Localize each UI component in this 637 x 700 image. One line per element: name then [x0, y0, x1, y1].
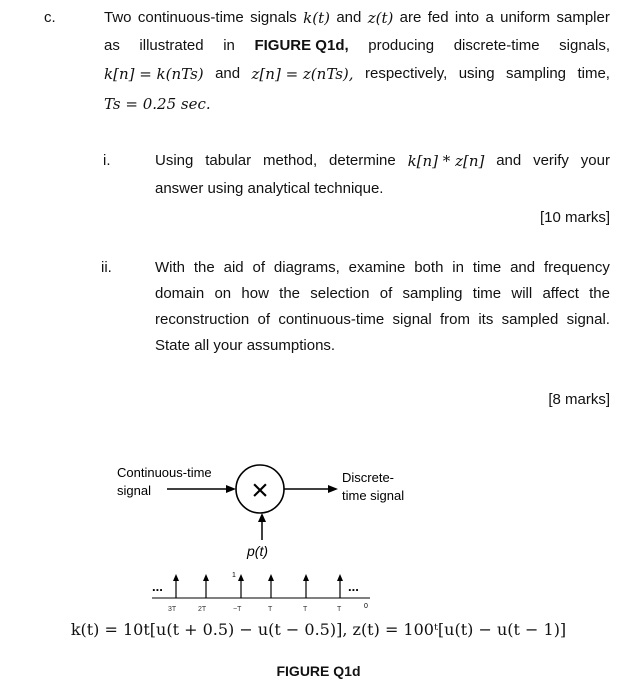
signal-equation: k(t) = 10t[u(t + 0.5) − u(t − 0.5)], z(t) = 100ᵗ[u(t) − u(t − 1)]	[70, 620, 567, 639]
input-label-2: signal	[117, 483, 151, 498]
word: will	[511, 285, 533, 302]
word: signal.	[566, 311, 610, 328]
word: method,	[262, 152, 318, 169]
word: verify	[533, 152, 569, 169]
question-line-1	[104, 4, 610, 32]
impulse-2	[203, 574, 209, 598]
part-ii-line-2	[155, 280, 610, 308]
word: determine	[329, 152, 396, 169]
word: a	[485, 9, 494, 26]
word: are	[399, 9, 422, 26]
word: sampled	[501, 311, 559, 328]
word: Two	[104, 9, 132, 26]
word: from	[440, 311, 471, 328]
word: tabular	[205, 152, 252, 169]
word: continuous-time	[278, 311, 385, 328]
word: sampler	[556, 9, 610, 26]
word: respectively,	[365, 65, 448, 82]
word: reconstruction	[155, 311, 250, 328]
part-ii-marks: [8 marks]	[548, 391, 610, 408]
tick-label-1: 3T	[168, 606, 177, 613]
question-line-3	[104, 60, 610, 88]
word: the	[589, 285, 610, 302]
word: frequency	[543, 259, 610, 276]
word: z(t)	[367, 9, 394, 27]
word: and	[336, 9, 362, 26]
word: uniform	[500, 9, 551, 26]
word: time	[472, 285, 502, 302]
impulse-3	[238, 574, 244, 598]
impulse-origin-label: 0	[364, 603, 368, 610]
word: producing	[368, 37, 435, 54]
word: of	[252, 259, 266, 276]
word: time	[472, 259, 502, 276]
word: time,	[577, 65, 610, 82]
word: and	[496, 152, 522, 169]
word: diagrams,	[273, 259, 340, 276]
input-arrow-head	[226, 485, 236, 493]
part-i-label: i.	[103, 152, 111, 169]
word: and	[510, 259, 536, 276]
word: using	[458, 65, 495, 82]
impulse-1	[173, 574, 179, 598]
tick-label-3: −T	[233, 606, 242, 613]
word: Using	[155, 152, 194, 169]
word: sampling	[402, 285, 463, 302]
impulse-peak-label: 1	[232, 572, 236, 579]
word: into	[454, 9, 480, 26]
impulse-tick-labels	[168, 606, 342, 613]
word: FIGURE Q1d,	[254, 37, 349, 54]
word: its	[478, 311, 494, 328]
word: continuous-time	[137, 9, 244, 26]
word: of	[257, 311, 271, 328]
word: in	[223, 37, 235, 54]
word: and	[215, 65, 241, 82]
pulse-arrow-head	[258, 513, 266, 522]
word: k(t)	[303, 9, 330, 27]
word: as	[104, 37, 120, 54]
output-arrow-head	[328, 485, 338, 493]
impulse-5	[303, 574, 309, 598]
word: the	[193, 259, 215, 276]
part-ii-line-4: State all your assumptions.	[155, 337, 336, 354]
word: z[n] = z(nTs),	[251, 65, 354, 83]
word: sampling	[506, 65, 567, 82]
word: fed	[427, 9, 449, 26]
part-ii-line-1	[155, 254, 610, 282]
output-label-2: time signal	[342, 488, 405, 503]
word: k[n] * z[n]	[407, 152, 485, 170]
impulse-dots-right: ...	[348, 579, 359, 594]
part-i-line-2: answer using analytical technique.	[155, 180, 384, 197]
part-ii-label: ii.	[101, 259, 112, 276]
part-ii-line-3	[155, 306, 610, 334]
tick-label-2: 2T	[198, 606, 207, 613]
pulse-label: p(t)	[247, 543, 268, 559]
impulse-dots-left: ...	[152, 579, 163, 594]
word: selection	[310, 285, 370, 302]
impulse-6	[337, 574, 343, 598]
word: signal	[392, 311, 432, 328]
question-line-4: Ts = 0.25 sec.	[104, 95, 211, 113]
figure-caption: FIGURE Q1d	[276, 663, 361, 679]
impulse-arrows	[173, 574, 343, 598]
word: signals	[250, 9, 297, 26]
part-i-line-1	[155, 147, 610, 175]
part-i-marks: [10 marks]	[539, 209, 610, 226]
word: With	[155, 259, 185, 276]
word: k[n] = k(nTs)	[104, 65, 204, 83]
word: aid	[223, 259, 244, 276]
word: discrete-time	[453, 37, 540, 54]
word: in	[452, 259, 464, 276]
tick-label-6: T	[337, 606, 342, 613]
word: how	[241, 285, 269, 302]
word: of	[379, 285, 393, 302]
word: affect	[542, 285, 579, 302]
word: on	[214, 285, 232, 302]
tick-label-4: T	[268, 606, 273, 613]
tick-label-5: T	[303, 606, 308, 613]
word: your	[580, 152, 610, 169]
word: both	[414, 259, 444, 276]
word: examine	[348, 259, 406, 276]
word: the	[279, 285, 301, 302]
input-label-1: Continuous-time	[117, 465, 212, 480]
output-label-1: Discrete-	[342, 470, 395, 485]
word: signals,	[559, 37, 610, 54]
word: domain	[155, 285, 205, 302]
question-line-2	[104, 32, 610, 60]
question-label: c.	[44, 9, 56, 26]
word: illustrated	[139, 37, 204, 54]
impulse-4	[268, 574, 274, 598]
multiplier-icon: ×	[251, 474, 269, 507]
